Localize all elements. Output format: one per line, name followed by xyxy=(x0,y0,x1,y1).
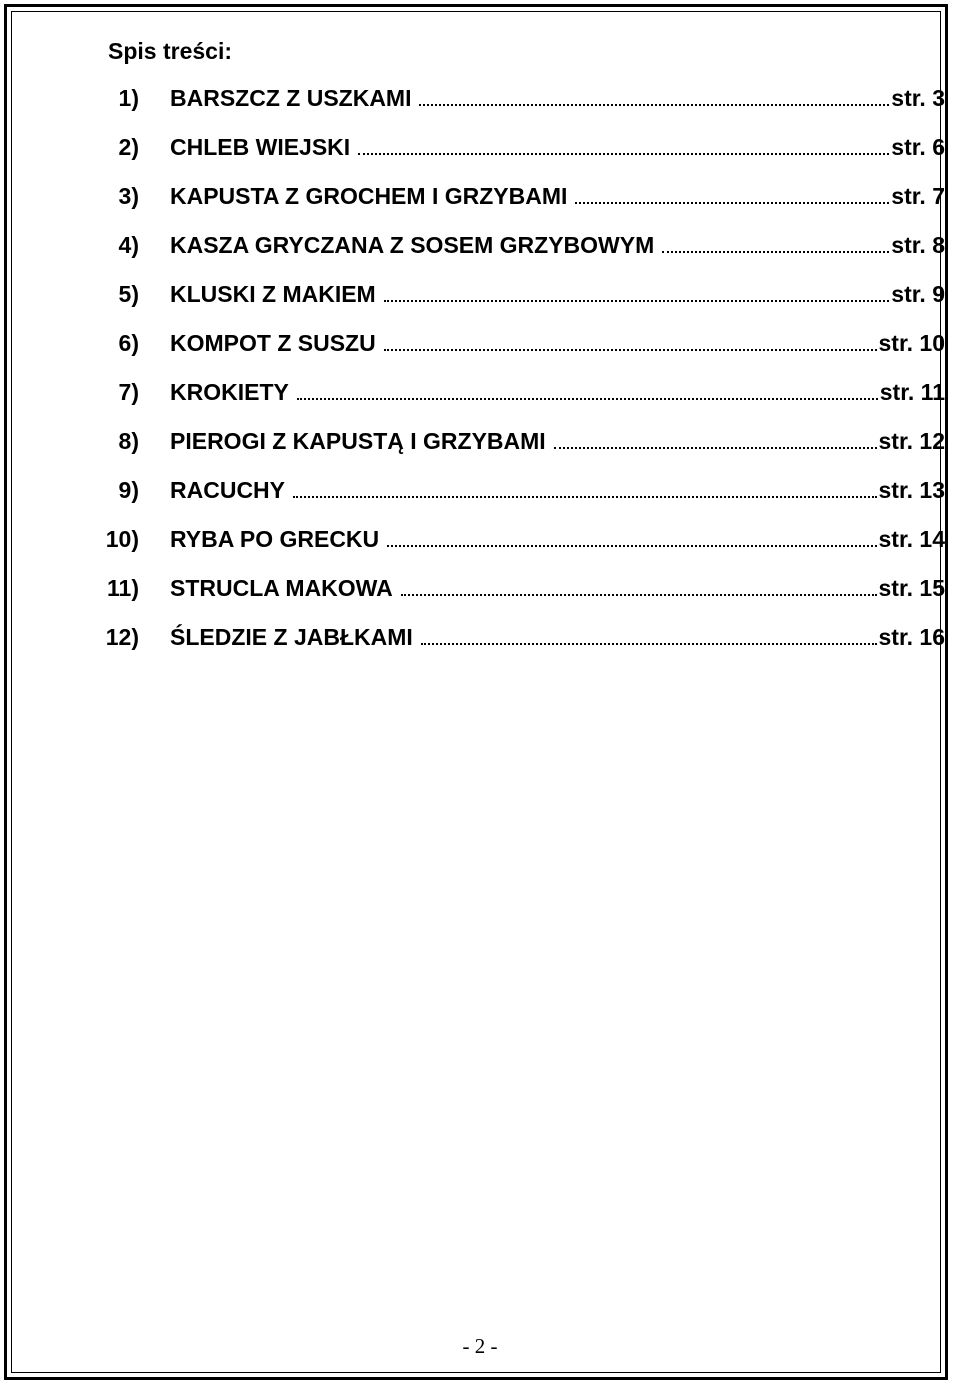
toc-entry-body xyxy=(170,81,945,115)
toc-entry-8[interactable] xyxy=(0,424,960,473)
toc-entry-title: KROKIETY xyxy=(170,379,289,405)
toc-list xyxy=(0,81,960,669)
toc-dot-leader xyxy=(401,593,877,596)
toc-entry-page: str. 15 xyxy=(878,575,945,601)
toc-entry-12[interactable] xyxy=(0,620,960,669)
toc-entry-number: 3) xyxy=(118,183,139,209)
toc-entry-number: 4) xyxy=(118,232,139,258)
toc-entry-page: str. 3 xyxy=(891,85,945,111)
toc-entry-page: str. 10 xyxy=(878,330,945,356)
toc-dot-leader xyxy=(554,446,877,449)
toc-entry-page: str. 8 xyxy=(891,232,945,258)
toc-entry-body xyxy=(170,424,945,458)
toc-entry-6[interactable] xyxy=(0,326,960,375)
toc-entry-page: str. 16 xyxy=(878,624,945,650)
toc-dot-leader xyxy=(387,544,876,547)
toc-entry-title: ŚLEDZIE Z JABŁKAMI xyxy=(170,624,413,650)
toc-entry-number: 1) xyxy=(118,85,139,111)
toc-entry-number: 5) xyxy=(118,281,139,307)
toc-entry-title: BARSZCZ Z USZKAMI xyxy=(170,85,412,111)
toc-title: Spis treści: xyxy=(108,38,232,64)
toc-entry-body xyxy=(170,620,945,654)
toc-entry-page: str. 13 xyxy=(878,477,945,503)
toc-entry-page: str. 6 xyxy=(891,134,945,160)
toc-entry-3[interactable] xyxy=(0,179,960,228)
toc-entry-title: PIEROGI Z KAPUSTĄ I GRZYBAMI xyxy=(170,428,546,454)
toc-entry-number: 6) xyxy=(118,330,139,356)
toc-entry-number: 2) xyxy=(118,134,139,160)
toc-entry-title: RACUCHY xyxy=(170,477,285,503)
toc-dot-leader xyxy=(297,397,878,400)
toc-entry-body xyxy=(170,179,945,213)
toc-dot-leader xyxy=(421,642,877,645)
toc-entry-1[interactable] xyxy=(0,81,960,130)
toc-entry-number: 9) xyxy=(118,477,139,503)
toc-entry-title: STRUCLA MAKOWA xyxy=(170,575,393,601)
page-number: - 2 - xyxy=(462,1334,498,1358)
toc-entry-body xyxy=(170,130,945,164)
toc-entry-5[interactable] xyxy=(0,277,960,326)
toc-dot-leader xyxy=(358,152,889,155)
toc-entry-page: str. 7 xyxy=(891,183,945,209)
toc-entry-title: KAPUSTA Z GROCHEM I GRZYBAMI xyxy=(170,183,568,209)
toc-entry-title: RYBA PO GRECKU xyxy=(170,526,380,552)
toc-dot-leader xyxy=(575,201,889,204)
toc-entry-number: 8) xyxy=(118,428,139,454)
toc-entry-number: 10) xyxy=(105,526,139,552)
toc-dot-leader xyxy=(293,495,877,498)
toc-entry-title: CHLEB WIEJSKI xyxy=(170,134,351,160)
toc-entry-title: KASZA GRYCZANA Z SOSEM GRZYBOWYM xyxy=(170,232,655,258)
toc-entry-10[interactable] xyxy=(0,522,960,571)
toc-entry-title: KOMPOT Z SUSZU xyxy=(170,330,376,356)
toc-dot-leader xyxy=(662,250,889,253)
toc-entry-body xyxy=(170,522,945,556)
toc-dot-leader xyxy=(384,299,890,302)
toc-dot-leader xyxy=(419,103,889,106)
toc-entry-4[interactable] xyxy=(0,228,960,277)
toc-entry-page: str. 14 xyxy=(878,526,945,552)
toc-entry-body xyxy=(170,277,945,311)
toc-entry-body xyxy=(170,326,945,360)
toc-dot-leader xyxy=(384,348,877,351)
toc-entry-body xyxy=(170,473,945,507)
toc-entry-page: str. 9 xyxy=(891,281,945,307)
toc-entry-7[interactable] xyxy=(0,375,960,424)
toc-entry-9[interactable] xyxy=(0,473,960,522)
toc-entry-11[interactable] xyxy=(0,571,960,620)
toc-entry-page: str. 11 xyxy=(879,379,945,405)
toc-entry-title: KLUSKI Z MAKIEM xyxy=(170,281,376,307)
toc-entry-body xyxy=(170,571,945,605)
toc-entry-number: 12) xyxy=(105,624,139,650)
toc-entry-2[interactable] xyxy=(0,130,960,179)
toc-entry-body xyxy=(170,228,945,262)
toc-entry-number: 11) xyxy=(107,575,139,601)
toc-entry-page: str. 12 xyxy=(878,428,945,454)
toc-entry-body xyxy=(170,375,945,409)
toc-entry-number: 7) xyxy=(118,379,139,405)
